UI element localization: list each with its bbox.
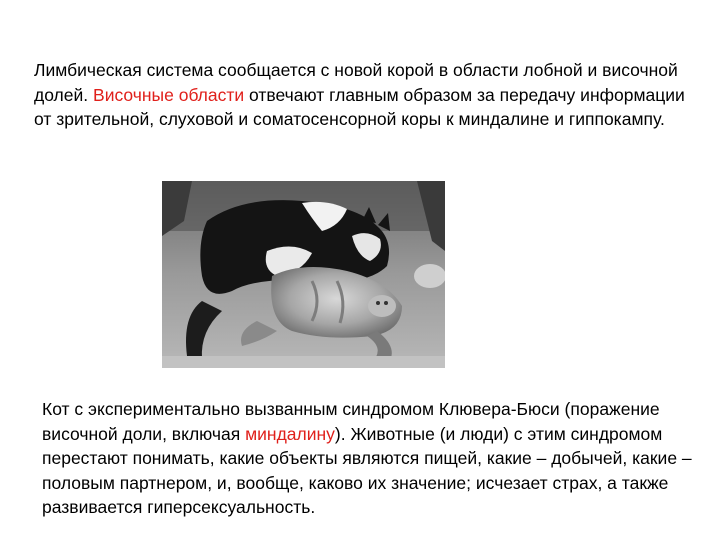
intro-paragraph bbox=[34, 58, 694, 132]
intro-text-start: Лимбическая система сообщается с новой корой в области лобной и височной долей. bbox=[34, 60, 678, 105]
caption-paragraph bbox=[42, 397, 692, 520]
caption-text-start: Кот с экспериментально вызванным синдромом Клювера-Бюси (поражение височной доли, включая bbox=[42, 399, 660, 444]
intro-text-end: отвечают главным образом за передачу информации от зрительной, слуховой и соматосенсорной коры к миндалине и гиппокампу. bbox=[34, 84, 685, 129]
amygdala-highlight: миндалину bbox=[245, 423, 335, 444]
cat-monkey-photo bbox=[162, 181, 445, 368]
temporal-areas-highlight: Височные области bbox=[93, 84, 245, 105]
caption-text-end: ). Животные (и люди) с этим синдромом перестают понимать, какие объекты являются пищей, какие – добычей, какие – половым партнером, и, вообще, каково их значение; исчезает страх, а также развивается гиперсексуальность. bbox=[42, 423, 692, 517]
